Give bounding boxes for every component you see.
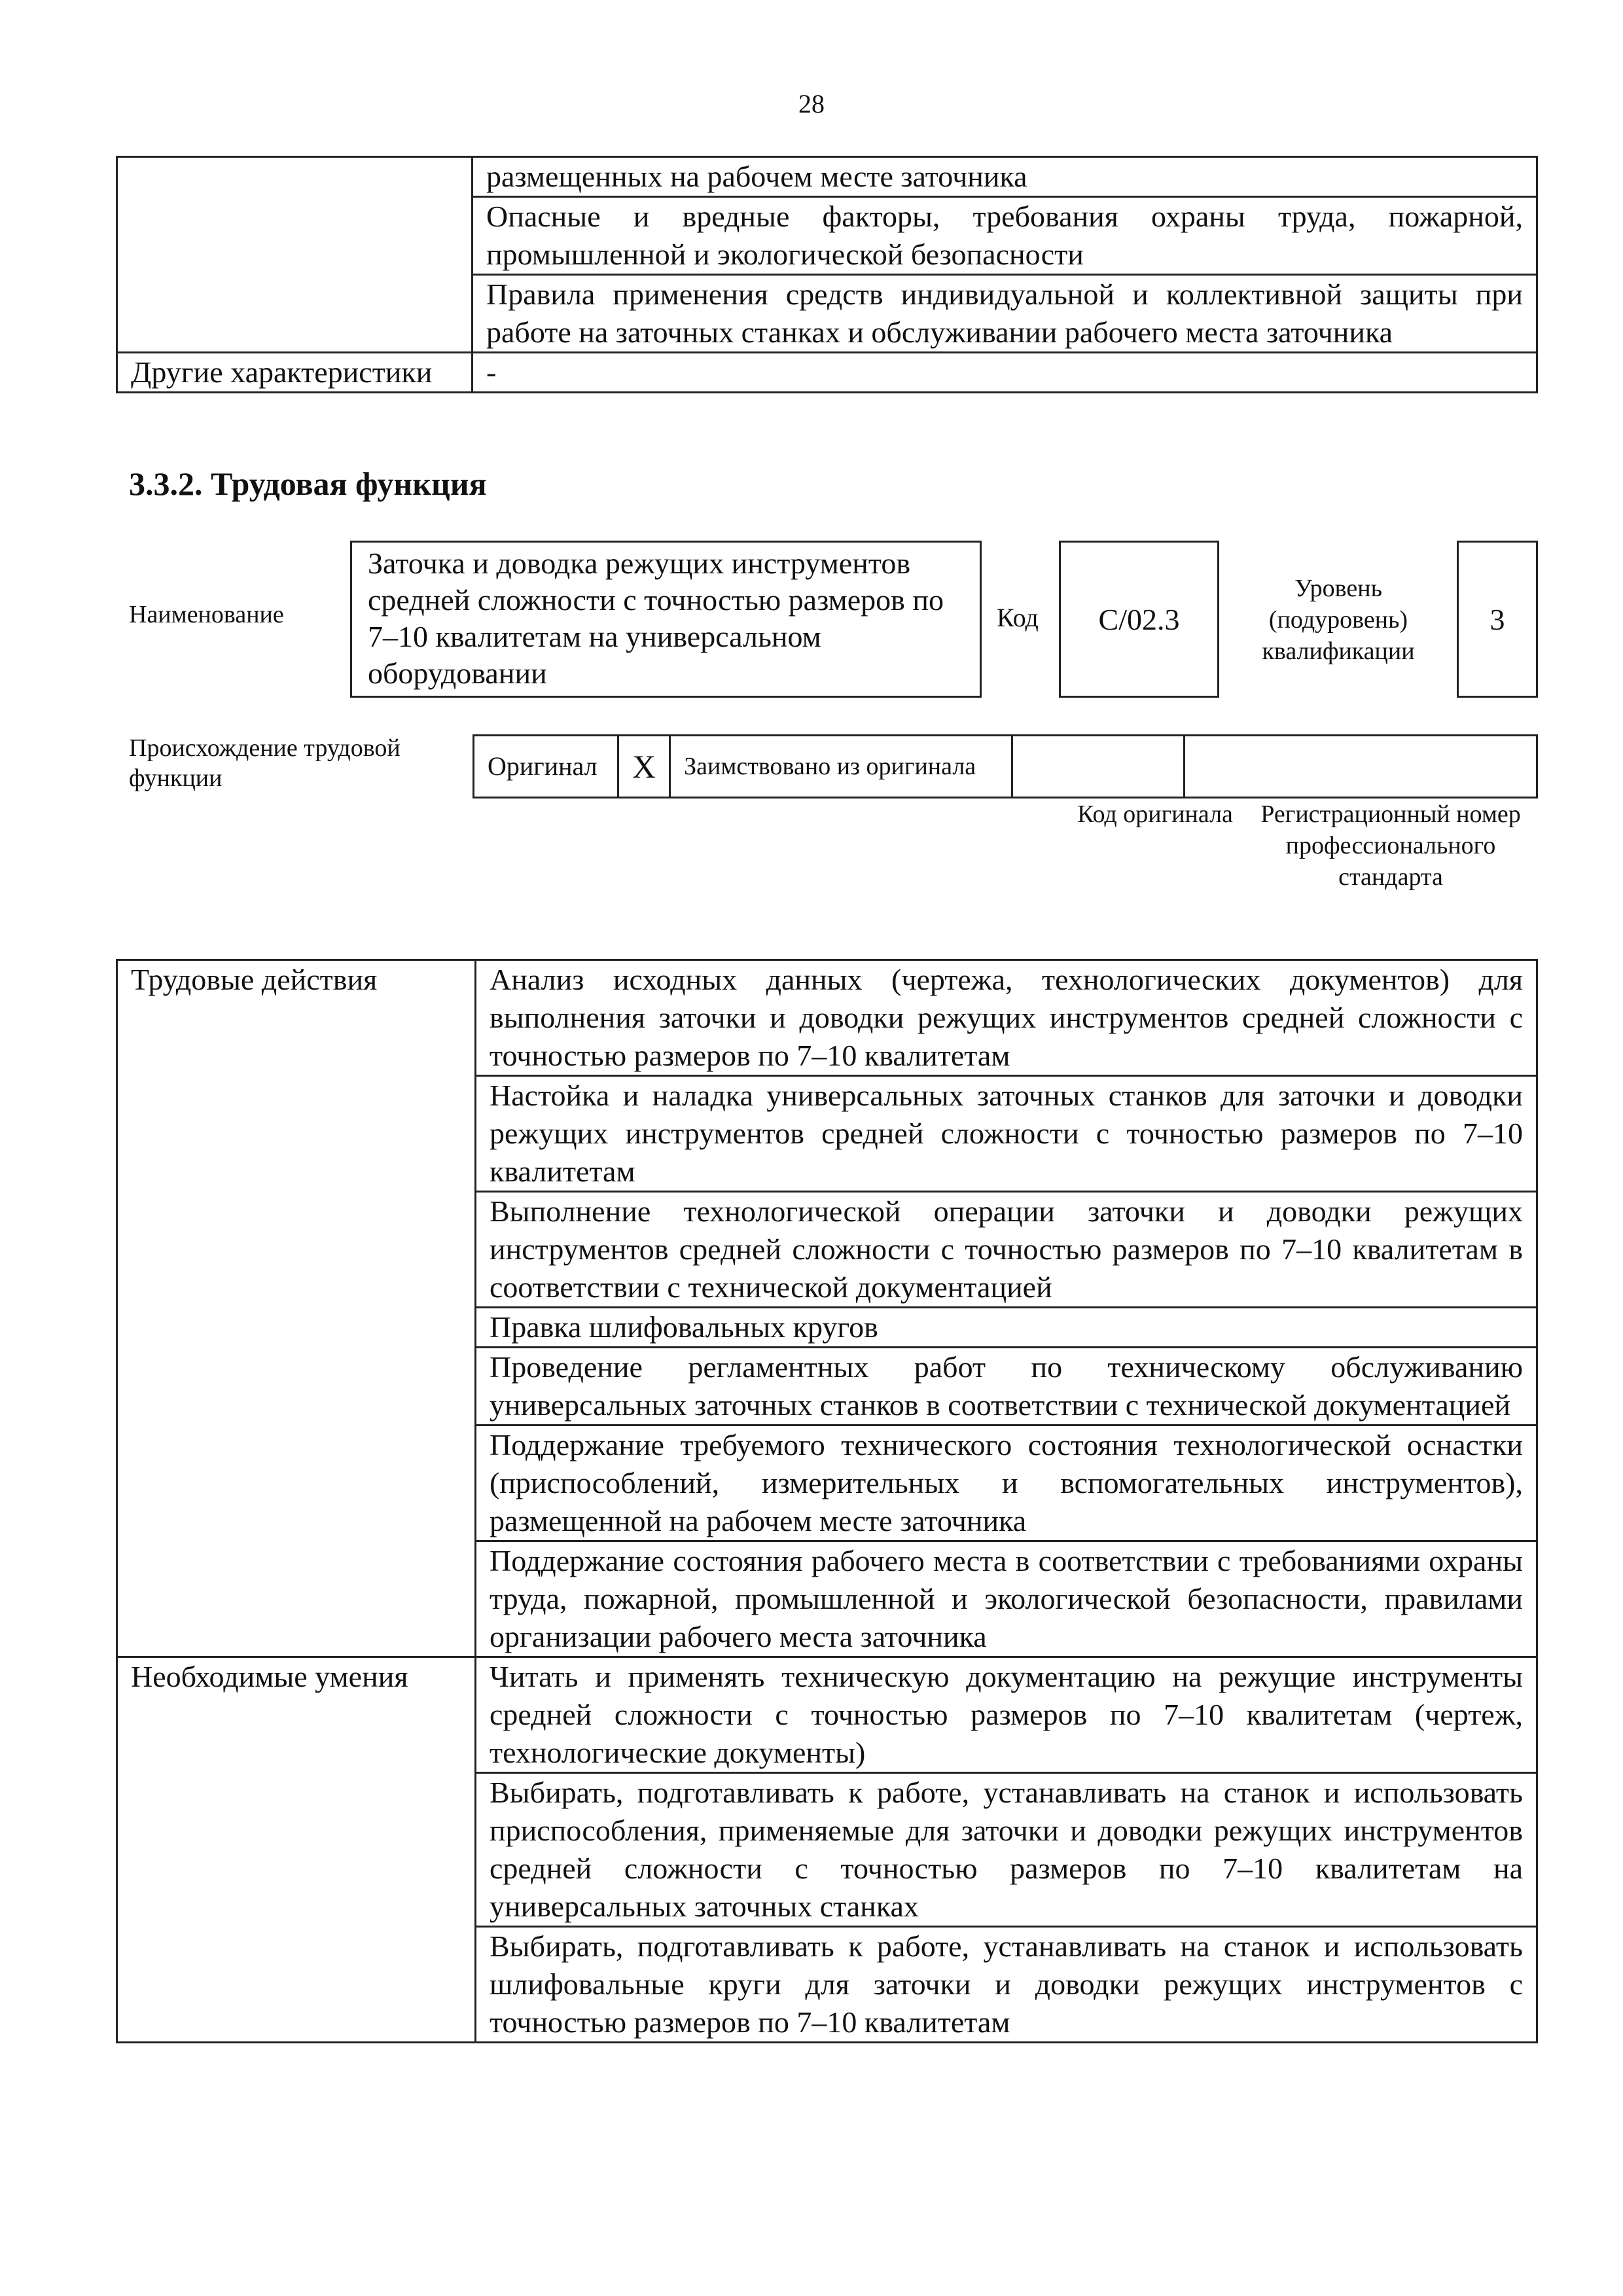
table-row	[117, 1657, 1537, 1773]
action-cell: Выполнение технологической операции заточки и доводки режущих инструментов средней сложности с точностью размеров по 7–10 квалитетам в соответствии с технической документацией	[476, 1192, 1537, 1308]
skill-cell: Выбирать, подготавливать к работе, устанавливать на станок и использовать приспособления, применяемые для заточки и доводки режущих инструментов средней сложности с точностью размеров по 7–10 квалитетам на универсальных заточных станках	[476, 1773, 1537, 1927]
action-cell: Анализ исходных данных (чертежа, технологических документов) для выполнения заточки и доводки режущих инструментов средней сложности с точностью размеров по 7–10 квалитетам	[476, 960, 1537, 1076]
action-cell: Поддержание требуемого технического состояния технологической оснастки (приспособлений, измерительных и вспомогательных инструментов), размещенной на рабочем месте заточника	[476, 1426, 1537, 1541]
table-row	[117, 157, 1537, 197]
level-label: Уровень (подуровень) квалификации	[1262, 575, 1415, 665]
table-cell-empty	[117, 157, 473, 353]
table-row	[117, 353, 1537, 393]
origin-label: Происхождение трудовой функции	[129, 734, 401, 792]
original-code-cell	[1012, 736, 1185, 798]
section-heading: 3.3.2. Трудовая функция	[129, 465, 487, 502]
main-table	[116, 959, 1538, 2043]
table-cell: Опасные и вредные факторы, требования охраны труда, пожарной, промышленной и экологической безопасности	[473, 197, 1537, 275]
reg-number-caption: Регистрационный номер профессионального стандарта	[1260, 800, 1521, 891]
function-name-box: Заточка и доводка режущих инструментов средней сложности с точностью размеров по 7–10 квалитетам на универсальном оборудовании	[350, 541, 982, 698]
table-row	[117, 960, 1537, 1076]
actions-label: Трудовые действия	[117, 960, 476, 1657]
code-original-caption: Код оригинала	[1077, 800, 1233, 828]
page-number: 28	[798, 89, 825, 118]
table-row	[474, 736, 1537, 798]
original-label: Оригинал	[474, 736, 618, 798]
table-cell: размещенных на рабочем месте заточника	[473, 157, 1537, 197]
table-cell: Правила применения средств индивидуальной и коллективной защиты при работе на заточных станках и обслуживании рабочего места заточника	[473, 275, 1537, 353]
borrowed-label: Заимствовано из оригинала	[670, 736, 1012, 798]
level-value-box: 3	[1457, 541, 1538, 698]
skill-cell: Выбирать, подготавливать к работе, устанавливать на станок и использовать шлифовальные круги для заточки и доводки режущих инструментов с точностью размеров по 7–10 квалитетам	[476, 1927, 1537, 2043]
other-characteristics-label: Другие характеристики	[117, 353, 473, 393]
origin-table	[473, 734, 1538, 798]
other-characteristics-value: -	[473, 353, 1537, 393]
skill-cell: Читать и применять техническую документацию на режущие инструменты средней сложности с точностью размеров по 7–10 квалитетам (чертеж, технологические документы)	[476, 1657, 1537, 1773]
action-cell: Проведение регламентных работ по техническому обслуживанию универсальных заточных станков в соответствии с технической документацией	[476, 1348, 1537, 1426]
action-cell: Правка шлифовальных кругов	[476, 1308, 1537, 1348]
code-label: Код	[997, 603, 1039, 632]
original-mark: X	[618, 736, 670, 798]
function-code-box: С/02.3	[1059, 541, 1219, 698]
skills-label: Необходимые умения	[117, 1657, 476, 2043]
action-cell: Поддержание состояния рабочего места в соответствии с требованиями охраны труда, пожарной, промышленной и экологической безопасности, правилами организации рабочего места заточника	[476, 1541, 1537, 1657]
name-label: Наименование	[129, 601, 284, 628]
action-cell: Настойка и наладка универсальных заточных станков для заточки и доводки режущих инструментов средней сложности с точностью размеров по 7–10 квалитетам	[476, 1076, 1537, 1192]
top-table	[116, 156, 1538, 393]
reg-number-cell	[1185, 736, 1537, 798]
